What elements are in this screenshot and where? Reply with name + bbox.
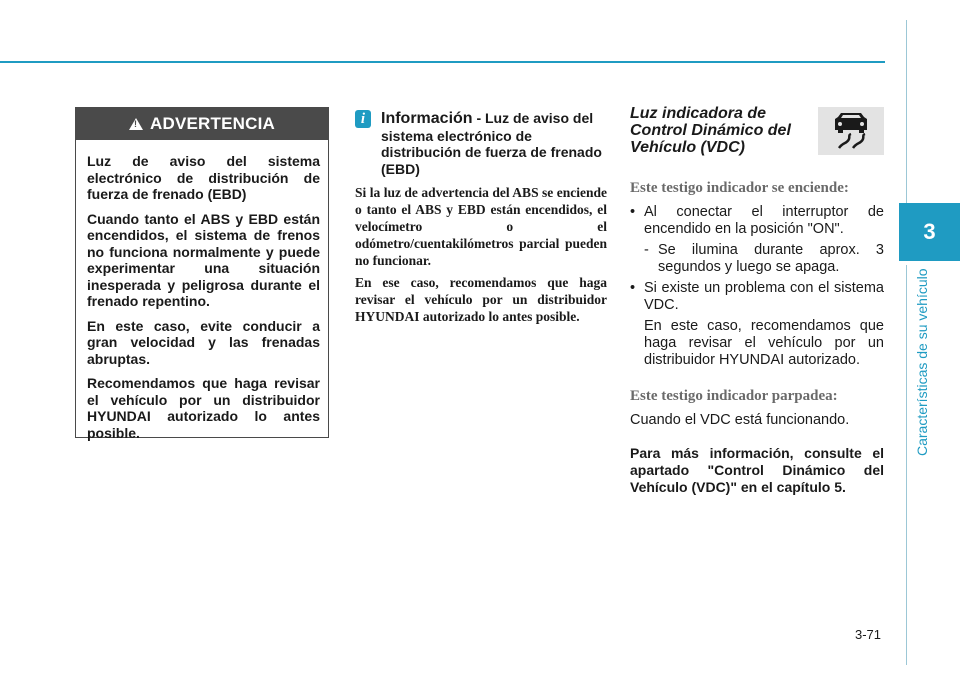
side-divider — [906, 20, 907, 220]
warning-box — [75, 107, 329, 441]
chapter-tab — [899, 203, 960, 261]
sub-list-item-text: Se ilumina durante aprox. 3 segundos y luego se apaga. — [658, 242, 884, 275]
on-list — [630, 204, 884, 369]
sub-list-item — [644, 242, 884, 276]
top-rule — [0, 61, 885, 63]
info-title-main: Información — [381, 110, 473, 127]
vdc-indicator-box — [818, 107, 884, 155]
info-title — [381, 110, 609, 177]
warning-paragraph: Cuando tanto el ABS y EBD están encendidos, el sistema de frenos no funciona normalmente y puede experimentar una situación inesperada y peligrosa durante el frenado repentino. — [87, 210, 320, 309]
blink-heading: Este testigo indicador parpadea: — [630, 388, 838, 404]
vdc-section-title: Luz indicadora de Control Dinámico del Vehículo (VDC) — [630, 105, 791, 156]
bullet-icon: • — [630, 280, 636, 296]
list-item-text: Al conectar el interruptor de encendido en la posición "ON". — [644, 204, 884, 237]
list-item-text: Si existe un problema con el sistema VDC. — [644, 280, 884, 313]
bullet-icon: • — [630, 204, 636, 220]
info-icon: i — [355, 110, 371, 128]
warning-paragraph: Luz de aviso del sistema electrónico de distribución de fuerza de frenado (EBD) — [87, 153, 320, 202]
on-heading: Este testigo indicador se enciende: — [630, 180, 849, 196]
info-paragraph: En ese caso, recomendamos que haga revisar el vehículo por un distribuidor HYUNDAI autorizado lo antes posible. — [355, 275, 607, 324]
blink-text: Cuando el VDC está funcionando. — [630, 412, 850, 428]
list-item — [630, 280, 884, 314]
info-paragraph: Si la luz de advertencia del ABS se enciende o tanto el ABS y EBD están encendidos, el velocímetro o el odómetro/cuentakilómetros parcial pueden no funcionar. — [355, 185, 607, 268]
warning-header-label: ADVERTENCIA — [150, 114, 275, 133]
chapter-title: Características de su vehículo — [914, 268, 930, 456]
list-item-note: En este caso, recomendamos que haga revisar el vehículo por un distribuidor HYUNDAI autorizado. — [644, 318, 884, 368]
chapter-number: 3 — [923, 219, 936, 244]
dash-icon: - — [644, 242, 649, 258]
warning-header — [76, 108, 328, 140]
warning-body — [76, 140, 328, 441]
warning-paragraph: En este caso, evite conducir a gran velocidad y las frenadas abruptas. — [87, 317, 320, 367]
page-number: 3-71 — [855, 627, 882, 642]
reference-note: Para más información, consulte el apartado "Control Dinámico del Vehículo (VDC)" en el capítulo 5. — [630, 445, 884, 495]
info-title-rest: - Luz de aviso del sistema electrónico de distribución de fuerza de frenado (EBD) — [381, 110, 602, 177]
info-body — [355, 184, 607, 330]
warning-triangle-icon — [129, 118, 143, 130]
warning-paragraph: Recomendamos que haga revisar el vehículo por un distribuidor HYUNDAI autorizado lo antes posible. — [87, 375, 320, 441]
vdc-skid-icon — [829, 111, 873, 151]
list-item — [630, 204, 884, 238]
